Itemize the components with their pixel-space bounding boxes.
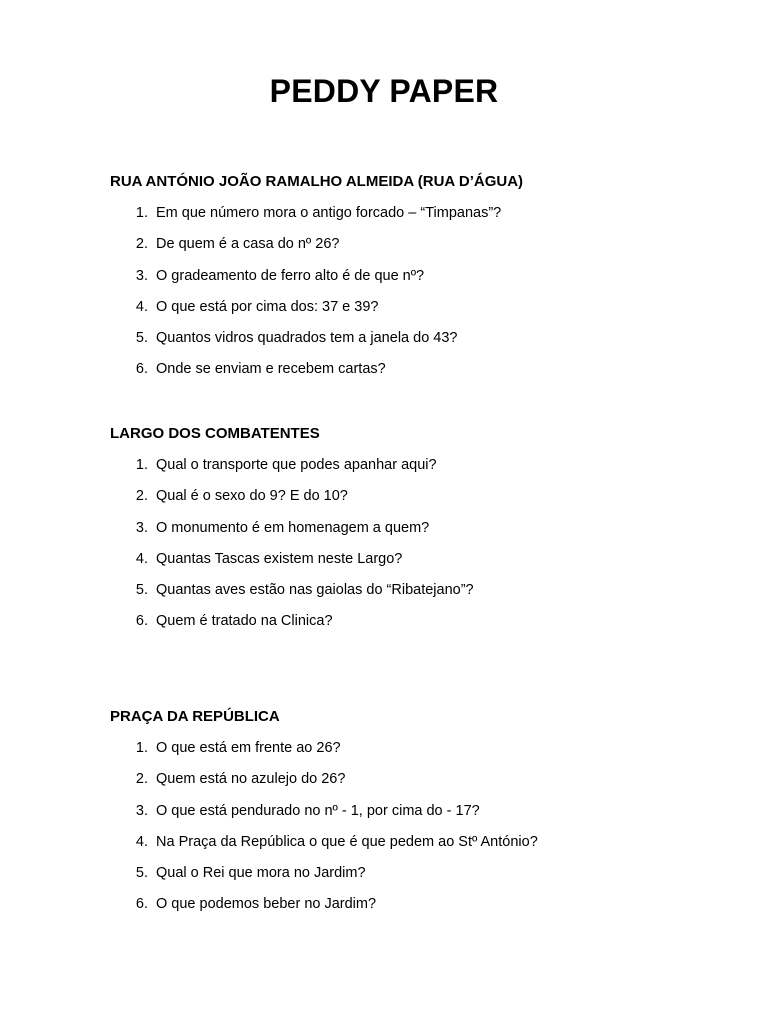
question-number: 6. xyxy=(135,896,148,913)
question-number: 2. xyxy=(135,236,148,253)
question-list xyxy=(110,204,710,392)
question-list xyxy=(110,456,710,644)
question-item xyxy=(110,770,710,801)
question-item xyxy=(110,235,710,266)
section-praca-da-republica xyxy=(110,708,710,927)
question-text: Qual é o sexo do 9? E do 10? xyxy=(156,488,348,505)
question-number: 6. xyxy=(135,361,148,378)
question-list xyxy=(110,739,710,927)
question-item xyxy=(110,739,710,770)
question-text: Qual o Rei que mora no Jardim? xyxy=(156,865,366,882)
question-number: 4. xyxy=(135,833,148,850)
question-item xyxy=(110,267,710,298)
question-text: Quem está no azulejo do 26? xyxy=(156,771,346,788)
page-title: PEDDY PAPER xyxy=(269,73,499,109)
question-item xyxy=(110,864,710,895)
question-number: 2. xyxy=(135,771,148,788)
question-item xyxy=(110,612,710,643)
question-text: Quantos vidros quadrados tem a janela do 43? xyxy=(156,330,458,347)
question-text: Onde se enviam e recebem cartas? xyxy=(156,361,386,378)
question-item xyxy=(110,833,710,864)
question-text: O que está em frente ao 26? xyxy=(156,740,341,756)
question-item xyxy=(110,329,710,360)
question-text: Na Praça da República o que é que pedem ao Stº António? xyxy=(156,833,538,850)
question-item xyxy=(110,550,710,581)
question-number: 4. xyxy=(135,550,148,567)
question-item xyxy=(110,581,710,612)
question-text: Qual o transporte que podes apanhar aqui? xyxy=(156,457,437,473)
section-heading: PRAÇA DA REPÚBLICA xyxy=(110,708,280,725)
question-item xyxy=(110,298,710,329)
question-number: 5. xyxy=(135,330,148,347)
question-number: 5. xyxy=(135,582,148,599)
question-text: Quantas aves estão nas gaiolas do “Ribatejano”? xyxy=(156,582,474,599)
question-number: 1. xyxy=(135,457,148,473)
section-largo-dos-combatentes xyxy=(110,425,710,644)
question-text: O que está por cima dos: 37 e 39? xyxy=(156,298,379,315)
question-item xyxy=(110,360,710,391)
question-text: De quem é a casa do nº 26? xyxy=(156,236,340,253)
question-text: O gradeamento de ferro alto é de que nº? xyxy=(156,267,425,284)
question-item xyxy=(110,487,710,518)
question-number: 5. xyxy=(135,865,148,882)
question-number: 3. xyxy=(135,267,148,284)
question-number: 1. xyxy=(135,740,148,756)
section-rua-antonio-joao-ramalho-almeida xyxy=(110,173,710,392)
section-heading: LARGO DOS COMBATENTES xyxy=(110,425,320,442)
question-text: O que podemos beber no Jardim? xyxy=(156,896,377,913)
question-number: 2. xyxy=(135,488,148,505)
question-number: 6. xyxy=(135,613,148,630)
section-heading: RUA ANTÓNIO JOÃO RAMALHO ALMEIDA (RUA D’ÁGUA) xyxy=(110,173,524,190)
question-text: O monumento é em homenagem a quem? xyxy=(156,519,430,536)
question-number: 1. xyxy=(135,205,148,221)
question-text: Quantas Tascas existem neste Largo? xyxy=(156,550,403,567)
question-text: Em que número mora o antigo forcado – “Timpanas”? xyxy=(156,205,502,221)
question-number: 4. xyxy=(135,298,148,315)
question-number: 3. xyxy=(135,802,148,819)
question-item xyxy=(110,456,710,487)
question-text: Quem é tratado na Clinica? xyxy=(156,613,333,630)
question-item xyxy=(110,895,710,926)
question-item xyxy=(110,204,710,235)
question-number: 3. xyxy=(135,519,148,536)
question-text: O que está pendurado no nº - 1, por cima do - 17? xyxy=(156,802,480,819)
question-item xyxy=(110,802,710,833)
question-item xyxy=(110,519,710,550)
